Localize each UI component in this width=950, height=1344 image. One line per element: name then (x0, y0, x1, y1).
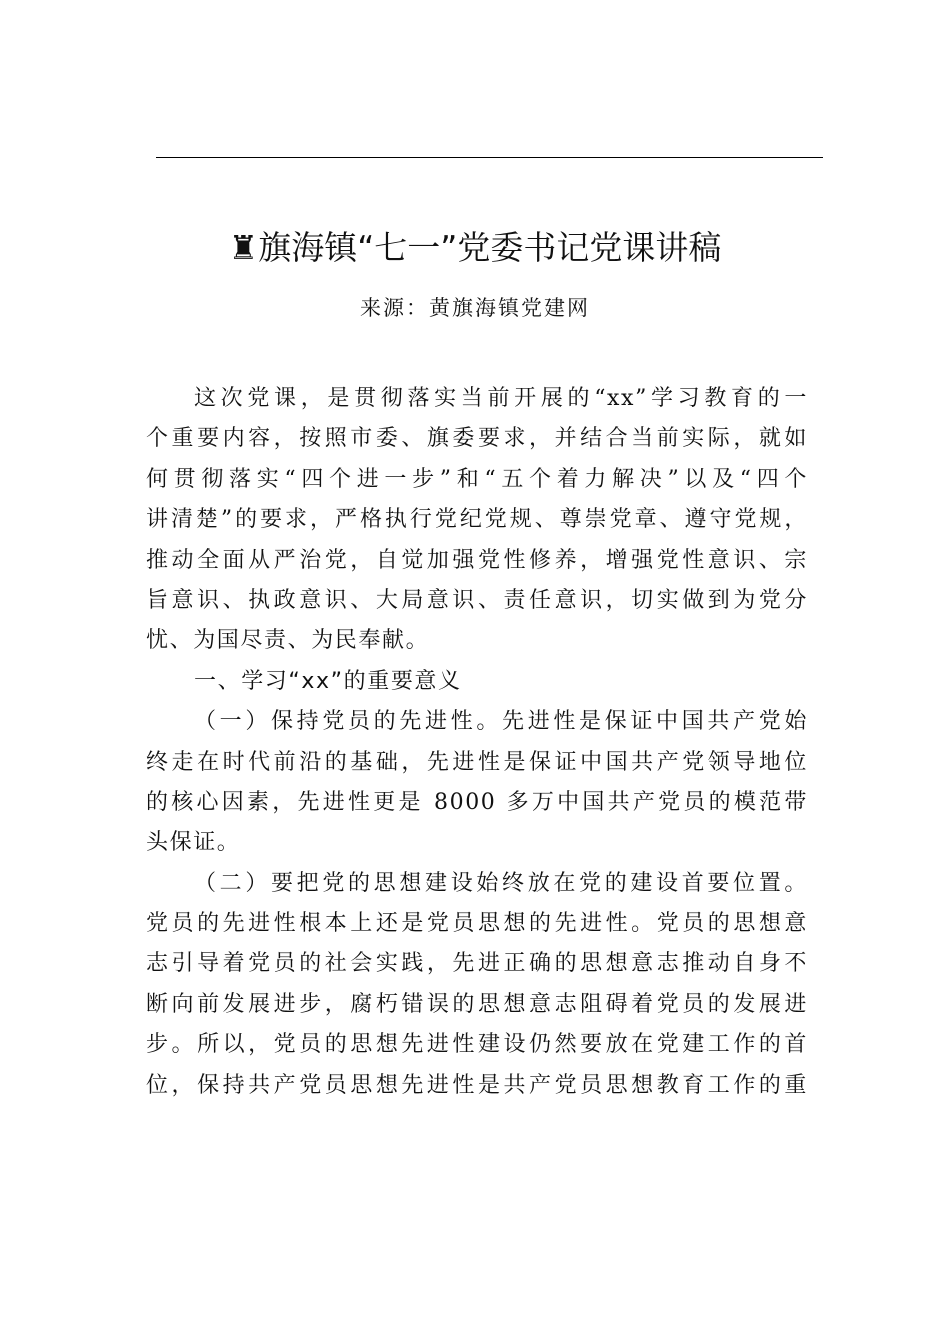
paragraph-line: 推动全面从严治党，自觉加强党性修养，增强党性意识、宗 (146, 547, 808, 573)
document-body (146, 379, 808, 1106)
paragraph-line: 个重要内容，按照市委、旗委要求，并结合当前实际，就如 (146, 426, 808, 452)
paragraph-line: （二）要把党的思想建设始终放在党的建设首要位置。 (194, 870, 808, 896)
paragraph-line: 步。所以，党员的思想先进性建设仍然要放在党建工作的首 (146, 1032, 808, 1058)
paragraph-line: 的核心因素，先进性更是 8000 多万中国共产党员的模范带 (146, 789, 808, 815)
paragraph-line: （一）保持党员的先进性。先进性是保证中国共产党始 (194, 709, 808, 735)
document-title: ♜旗海镇“七一”党委书记党课讲稿 (228, 228, 722, 267)
paragraph-line: 终走在时代前沿的基础，先进性是保证中国共产党领导地位 (146, 749, 808, 775)
paragraph-line: 讲清楚”的要求，严格执行党纪党规、尊崇党章、遵守党规， (146, 507, 808, 533)
paragraph-line: 断向前发展进步，腐朽错误的思想意志阻碍着党员的发展进 (146, 991, 808, 1017)
paragraph-line: 何贯彻落实“四个进一步”和“五个着力解决”以及“四个 (146, 466, 808, 492)
paragraph-line: 志引导着党员的社会实践，先进正确的思想意志推动自身不 (146, 951, 808, 977)
section-heading: 一、学习“xx”的重要意义 (194, 668, 462, 694)
paragraph-line: 旨意识、执政意识、大局意识、责任意识，切实做到为党分 (146, 587, 808, 613)
paragraph-line: 头保证。 (146, 830, 241, 856)
header-rule (156, 157, 823, 158)
paragraph-line: 忧、为国尽责、为民奉献。 (146, 628, 430, 654)
document-source: 来源：黄旗海镇党建网 (360, 296, 590, 320)
paragraph-line: 党员的先进性根本上还是党员思想的先进性。党员的思想意 (146, 911, 808, 937)
paragraph-line: 位，保持共产党员思想先进性是共产党员思想教育工作的重 (146, 1072, 808, 1098)
paragraph-line: 这次党课，是贯彻落实当前开展的“xx”学习教育的一 (194, 386, 808, 411)
